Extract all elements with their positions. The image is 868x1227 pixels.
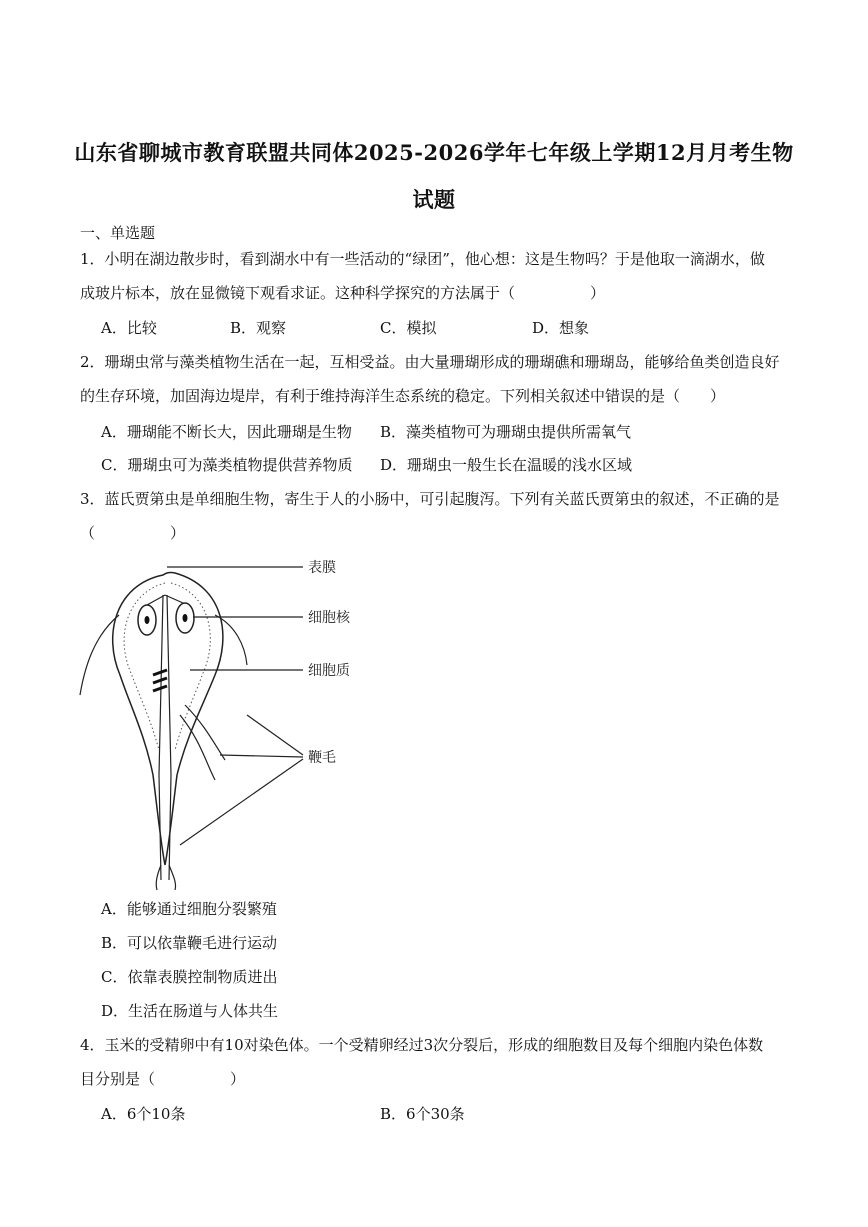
- q1-option-b: B．观察: [230, 319, 287, 337]
- q3-option-b: B．可以依靠鞭毛进行运动: [101, 934, 278, 952]
- q1-option-a: A．比较: [101, 319, 157, 337]
- q4-option-b: B．6个30条: [380, 1105, 465, 1123]
- q1-option-c: C．模拟: [380, 319, 437, 337]
- q3-option-d: D．生活在肠道与人体共生: [101, 1002, 279, 1020]
- q3-option-c: C．依靠表膜控制物质进出: [101, 968, 278, 986]
- label-flagella: 鞭毛: [308, 750, 336, 766]
- q4-stem-line1: 4．玉米的受精卵中有10对染色体。一个受精卵经过3次分裂后，形成的细胞数目及每个细胞内染色体数: [80, 1036, 764, 1054]
- q2-option-d: D．珊瑚虫一般生长在温暖的浅水区域: [380, 456, 633, 474]
- q1-stem-line2: 成玻片标本，放在显微镜下观看求证。这种科学探究的方法属于（ ）: [80, 284, 606, 302]
- q2-option-a: A．珊瑚能不断长大，因此珊瑚是生物: [101, 423, 352, 441]
- label-cytoplasm: 细胞质: [308, 663, 350, 679]
- label-membrane: 表膜: [308, 560, 336, 576]
- page-title-line2: 试题: [412, 187, 456, 212]
- q3-stem-line1: 3．蓝氏贾第虫是单细胞生物，寄生于人的小肠中，可引起腹泻。下列有关蓝氏贾第虫的叙述，不正确的是: [80, 490, 780, 508]
- q3-stem-line2: （ ）: [80, 524, 186, 542]
- q2-option-b: B．藻类植物可为珊瑚虫提供所需氧气: [380, 423, 632, 441]
- page-title-line1: 山东省聊城市教育联盟共同体2025-2026学年七年级上学期12月月考生物: [74, 140, 794, 165]
- q2-option-c: C．珊瑚虫可为藻类植物提供营养物质: [101, 456, 353, 474]
- q2-stem-line2: 的生存环境，加固海边堤岸，有利于维持海洋生态系统的稳定。下列相关叙述中错误的是（ ）: [80, 387, 726, 405]
- q2-stem-line1: 2．珊瑚虫常与藻类植物生活在一起，互相受益。由大量珊瑚形成的珊瑚礁和珊瑚岛，能够给鱼类创造良好: [80, 353, 780, 371]
- section-heading: 一、单选题: [80, 224, 156, 242]
- q4-stem-line2: 目分别是（ ）: [80, 1070, 246, 1088]
- giardia-diagram: [75, 545, 375, 890]
- label-nucleus: 细胞核: [308, 610, 350, 626]
- q1-option-d: D．想象: [532, 319, 590, 337]
- q3-option-a: A．能够通过细胞分裂繁殖: [101, 900, 277, 918]
- q1-stem-line1: 1．小明在湖边散步时，看到湖水中有一些活动的“绿团”，他心想：这是生物吗？于是他取一滴湖水，做: [80, 250, 765, 268]
- q4-option-a: A．6个10条: [101, 1105, 186, 1123]
